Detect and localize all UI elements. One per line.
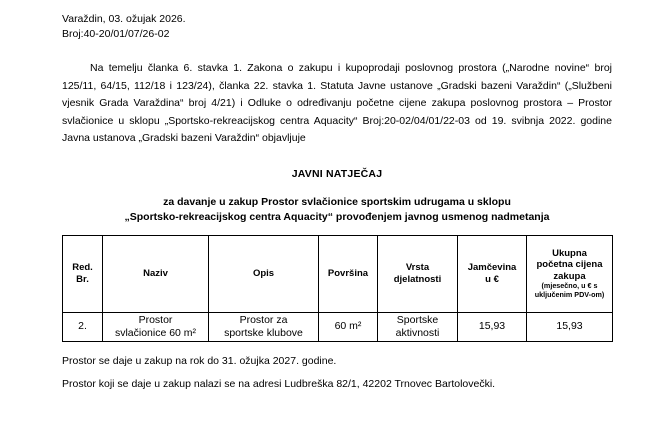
cell-jamcevina: 15,93 (458, 312, 527, 341)
cell-naziv-line-2: svlačionice 60 m² (114, 326, 197, 339)
column-header-vrsta-line-2: djelatnosti (393, 273, 442, 285)
column-header-ukupna-line-3: zakupa (553, 270, 586, 282)
cell-vrsta-line-2: aktivnosti (395, 326, 440, 339)
cell-naziv-line-1: Prostor (138, 314, 173, 326)
column-header-red-br-line-2: Br. (76, 273, 89, 285)
notice-table (62, 235, 613, 342)
page-subtitle-line-1: za davanje u zakup Prostor svlačionice sportskim udrugama u sklopu (163, 195, 511, 208)
reference-number: Broj:40-20/01/07/26-02 (62, 28, 170, 40)
page-title: JAVNI NATJEČAJ (291, 167, 383, 180)
column-header-vrsta-line-1: Vrsta (405, 262, 430, 273)
table-body (63, 312, 613, 341)
table-header (63, 235, 613, 312)
cell-red-br: 2. (63, 312, 103, 341)
document-header-block (62, 0, 612, 42)
column-header-naziv: Naziv (103, 235, 209, 312)
cell-vrsta-line-1: Sportske (396, 314, 439, 326)
cell-opis-line-1: Prostor za (239, 314, 288, 326)
column-header-vrsta-djelatnosti (378, 235, 458, 312)
column-header-jamcevina (458, 235, 527, 312)
table-header-row (63, 235, 613, 312)
document-content (62, 0, 612, 400)
column-header-jamcevina-line-1: Jamčevina (467, 262, 517, 273)
cell-opis-line-2: sportske klubove (224, 326, 303, 339)
closing-line-1: Prostor se daje u zakup na rok do 31. ožujka 2027. godine. (62, 354, 337, 367)
cell-ukupna-pocetna-cijena: 15,93 (527, 312, 613, 341)
column-header-jamcevina-line-2: u € (485, 273, 499, 285)
cell-povrsina: 60 m² (319, 312, 378, 341)
cell-vrsta-djelatnosti (378, 312, 458, 341)
intro-paragraph: Na temelju članka 6. stavka 1. Zakona o zakupu i kupoprodaji poslovnog prostora („Narodne novine“ broj 125/11, 64/15, 112/18 i 123/24), članka 22. stavka 1. Statuta Javne ustanove „Gradski bazeni Varaždin“ („Službeni vjesnik Grada Varaždina“ broj 4/21) i Odluke o određivanju početne cijene zakupa poslovnog prostora – Prostor svlačionice u sklopu „Sportsko-rekreacijskog centra Aquacity“ Broj:20-02/04/01/22-03 od 19. svibnja 2022. godine Javna ustanova „Gradski bazeni Varaždin“ objavljuje (62, 62, 612, 144)
place-and-date: Varaždin, 03. ožujak 2026. (62, 13, 186, 25)
notice-table-wrapper (62, 235, 612, 342)
column-header-red-br-line-1: Red. (72, 262, 93, 273)
column-header-ukupna-pocetna-cijena (527, 235, 613, 312)
column-header-red-br (63, 235, 103, 312)
column-header-ukupna-line-2: početna cijena (536, 259, 603, 271)
table-row (63, 312, 613, 341)
column-header-ukupna-note: (mjesečno, u € s uključenim PDV-om) (534, 281, 605, 299)
closing-line-2: Prostor koji se daje u zakup nalazi se na adresi Ludbreška 82/1, 42202 Trnovec Bartolovečki. (62, 377, 496, 390)
column-header-povrsina: Površina (319, 235, 378, 312)
column-header-opis: Opis (209, 235, 319, 312)
page-subtitle (62, 195, 612, 226)
closing-paragraphs (62, 354, 612, 392)
cell-naziv (103, 312, 209, 341)
cell-opis (209, 312, 319, 341)
column-header-ukupna-line-1: Ukupna (552, 247, 587, 259)
page-subtitle-line-2: „Sportsko-rekreacijskog centra Aquacity“ provođenjem javnog usmenog nadmetanja (124, 211, 550, 223)
